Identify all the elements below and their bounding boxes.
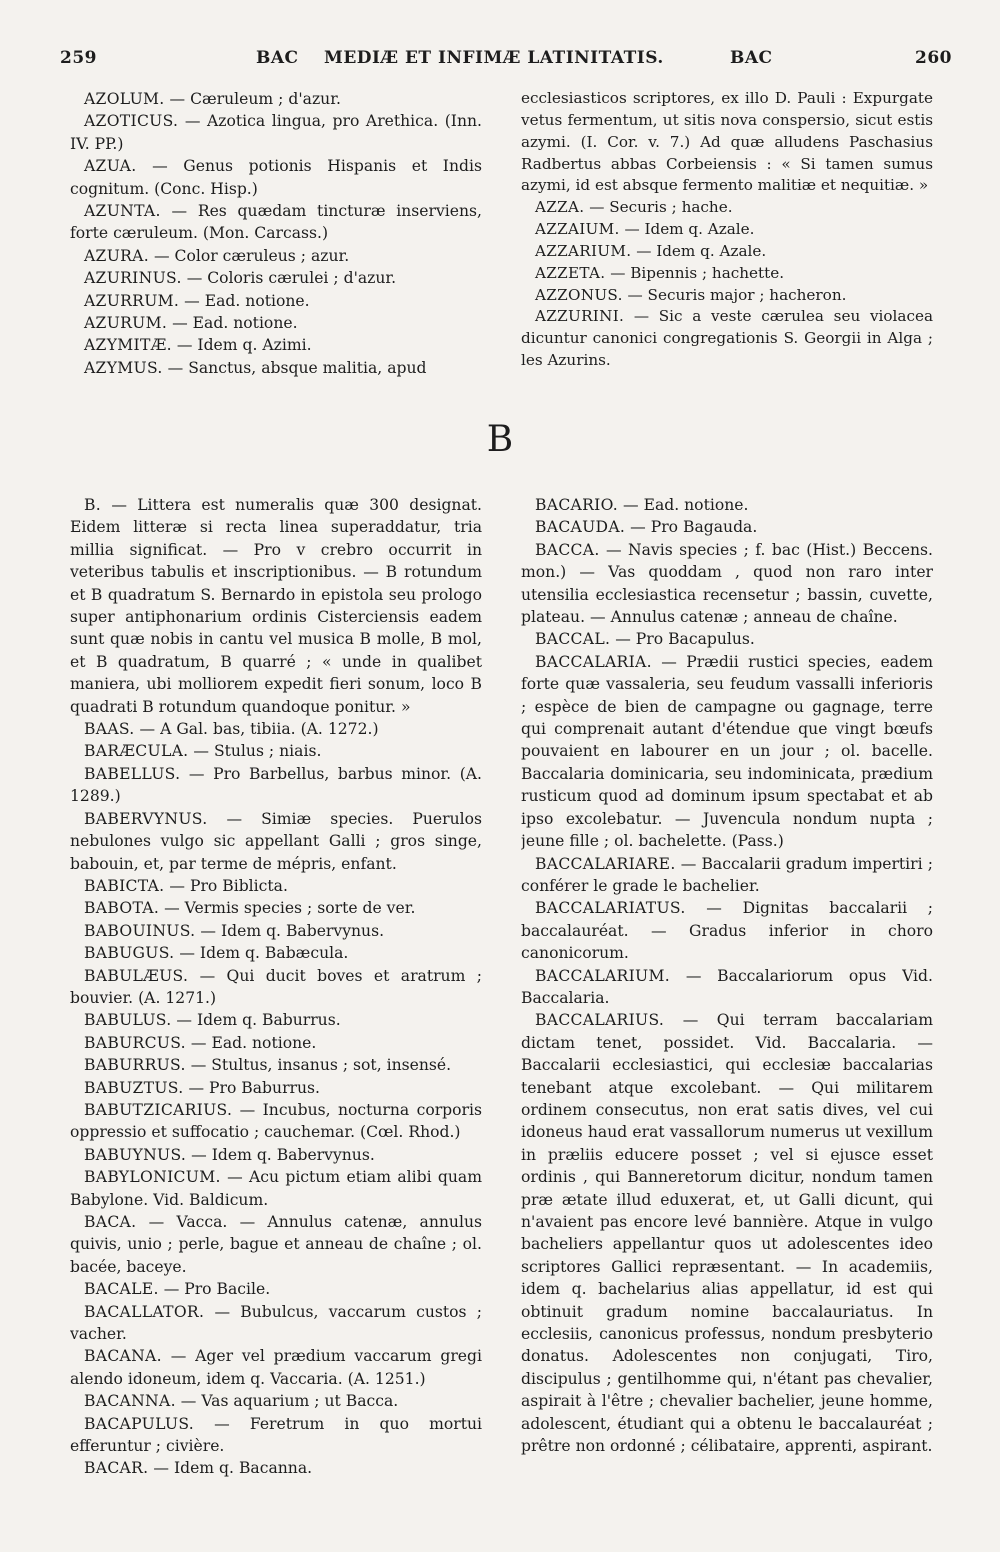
entry-definition: — Securis ; hache. (589, 198, 733, 217)
entry-definition: — Pro Bacile. (163, 1280, 271, 1299)
entry-definition: — Vacca. — Annulus catenæ, annulus quivis, unio ; perle, bague et anneau de chaîne ; ol. bacée, baceye. (70, 1213, 482, 1276)
dictionary-entry (70, 763, 482, 808)
entry-headword: BACA. (84, 1213, 137, 1231)
entry-headword: BACARIO. (535, 496, 619, 514)
dictionary-entry (70, 1413, 482, 1458)
dictionary-entry (521, 197, 933, 219)
entry-headword: BABURCUS. (84, 1033, 186, 1052)
dictionary-entry (70, 494, 482, 718)
left-page-number: 259 (60, 48, 97, 68)
entry-headword: AZZA. (535, 198, 585, 217)
entry-definition: — Pro Barbellus, barbus minor. (A. 1289.) (70, 764, 482, 806)
entry-definition: — Baccalariorum opus Vid. Baccalaria. (521, 966, 933, 1007)
entry-definition: — Prædii rustici species, eadem forte quæ vassaleria, seu feudum vassalli inferioris ; espèce de bien de campagne ou gagnage, terre qui comprenait autant d'étendue que vingt bœufs pouvaient en labourer en un jour ; ol. bacelle. Baccalaria dominicaria, seu indominicata, prædium rusticum quod ad dominum ipsum spectabat et ab ipso excolebatur. — Juvencula nondum nupta ; jeune fille ; ol. bachelette. (Pass.) (521, 652, 933, 851)
entry-definition: — Securis major ; hacheron. (627, 285, 847, 304)
entry-headword: BABUYNUS. (84, 1145, 187, 1164)
dictionary-entry (70, 110, 482, 155)
dictionary-entry (70, 245, 482, 267)
dictionary-entry (70, 88, 482, 110)
dictionary-entry (70, 357, 482, 379)
entry-definition: — Ead. notione. (172, 314, 298, 333)
dictionary-entry (521, 494, 933, 516)
dictionary-entry (521, 1009, 933, 1457)
entry-definition: — Ager vel prædium vaccarum gregi alendo idoneum, idem q. Vaccaria. (A. 1251.) (70, 1347, 482, 1388)
entry-definition: — Idem q. Babæcula. (179, 944, 349, 963)
entry-definition: — Idem q. Azimi. (176, 336, 312, 355)
entry-headword: AZURRUM. (84, 291, 180, 310)
entry-definition: — Azotica lingua, pro Arethica. (Inn. IV. PP.) (70, 112, 482, 153)
entry-headword: AZUA. (84, 157, 137, 176)
entry-headword: BABURRUS. (84, 1056, 186, 1075)
entry-headword: BACCALARIUS. (535, 1011, 665, 1030)
entry-headword: BABULUS. (84, 1011, 172, 1030)
entry-headword: BACAR. (84, 1459, 149, 1478)
entry-definition: — Littera est numeralis quæ 300 designat. Eidem litteræ si recta linea superaddatur, tria millia significat. — Pro v crebro occurrit in veteribus tabulis et inscriptionibus. — B rotundum et B quadratum S. Bernardo in epistola seu prologo super antiphonarium ordinis Cisterciensis eadem sunt quæ nobis in cantu vel musica B molle, B mol, et B quadratum, B quarré ; « unde in qualibet maniera, ubi molliorem expedit fieri sonum, loco B quadrati B rotundum quandoque ponitur. » (70, 496, 482, 716)
dictionary-entry (70, 808, 482, 875)
entry-headword: AZZARIUM. (535, 241, 632, 260)
entry-headword: BACAUDA. (535, 518, 626, 537)
entry-definition: — Pro Baburrus. (188, 1078, 320, 1097)
dictionary-entry (521, 219, 933, 241)
section-letter: B (486, 419, 514, 460)
dictionary-entry (70, 1009, 482, 1031)
entry-definition: — Baccalarii gradum impertiri ; conférer le grade le bachelier. (521, 854, 933, 895)
entry-definition: — Sic a veste cærulea seu violacea dicuntur canonici congregationis S. Georgii in Alga ; les Azurins. (521, 307, 933, 370)
entry-definition: — Vermis species ; sorte de ver. (164, 899, 416, 918)
entry-headword: BACANNA. (84, 1392, 176, 1411)
entry-definition: — Dignitas baccalarii ; baccalauréat. — Gradus inferior in choro canonicorum. (521, 899, 933, 963)
entry-headword: BABOUINUS. (84, 921, 196, 940)
entry-definition: — Pro Bacapulus. (615, 630, 755, 649)
entry-definition: — Color cæruleus ; azur. (153, 246, 350, 265)
entry-definition: — Res quædam tincturæ inserviens, forte cæruleum. (Mon. Carcass.) (70, 202, 482, 243)
dictionary-entry (70, 920, 482, 942)
entry-definition: — Incubus, nocturna corporis oppressio et suffocatio ; cauchemar. (Cœl. Rhod.) (70, 1100, 482, 1142)
entry-definition: — Bipennis ; hachette. (610, 263, 785, 282)
entry-definition: — Cæruleum ; d'azur. (169, 90, 341, 108)
entry-headword: AZZURINI. (535, 307, 625, 326)
entry-definition: — Coloris cærulei ; d'azur. (186, 269, 397, 288)
entry-headword: BABICTA. (84, 876, 165, 895)
entry-headword: BARÆCULA. (84, 742, 189, 761)
entry-headword: BACALE. (84, 1280, 159, 1299)
dictionary-entry (70, 1278, 482, 1300)
entry-headword: BACCALARIA. (535, 652, 652, 671)
dictionary-entry (70, 1211, 482, 1278)
dictionary-entry (70, 965, 482, 1010)
entry-definition: — Idem q. Baburrus. (176, 1011, 341, 1030)
dictionary-entry (70, 1032, 482, 1054)
entry-headword: BABELLUS. (84, 764, 181, 783)
entry-headword: BABOTA. (84, 899, 160, 918)
entry-definition: — Ead. notione. (190, 1033, 317, 1052)
entry-definition: — Pro Bagauda. (630, 518, 758, 537)
entry-headword: BABYLONICUM. (84, 1168, 221, 1187)
column-right-main (521, 494, 933, 1520)
dictionary-entry (70, 875, 482, 897)
entry-headword: BABERVYNUS. (84, 809, 208, 828)
entry-definition: ecclesiasticos scriptores, ex illo D. Pauli : Expurgate vetus fermentum, ut sitis nova conspersio, sicut estis azymi. (I. Cor. v. 7.) Ad quæ alludens Paschasius Radbertus abbas Corbeiensis : « Si tamen sumus azymi, id est absque fermento malitiæ et nequitiæ. » (521, 89, 933, 195)
dictionary-entry (70, 1390, 482, 1412)
dictionary-entry (70, 1144, 482, 1166)
dictionary-entry (70, 1457, 482, 1479)
entry-headword: AZZAIUM. (535, 220, 620, 239)
entry-definition: — Sanctus, absque malitia, apud (167, 358, 427, 377)
running-head (60, 48, 952, 72)
entry-definition: — Genus potionis Hispanis et Indis cognitum. (Conc. Hisp.) (70, 157, 482, 198)
dictionary-entry (521, 88, 933, 197)
right-guide-word: BAC (730, 48, 773, 68)
dictionary-entry (521, 285, 933, 307)
dictionary-entry (70, 1301, 482, 1346)
entry-headword: AZURA. (84, 246, 149, 265)
entry-definition: — Simiæ species. Puerulos nebulones vulgo sic appellant Galli ; gros singe, babouin, et, par terme de mépris, enfant. (70, 809, 482, 873)
entry-headword: AZURINUS. (84, 269, 182, 288)
dictionary-entry (521, 651, 933, 853)
entry-definition: — Ead. notione. (184, 291, 310, 310)
entry-headword: BABUZTUS. (84, 1078, 184, 1097)
entry-definition: — Idem q. Azale. (636, 241, 767, 260)
dictionary-entry (521, 516, 933, 538)
entry-headword: AZOLUM. (84, 90, 165, 108)
entry-definition: — Stulus ; niais. (193, 742, 322, 761)
dictionary-entry (70, 718, 482, 740)
entry-definition: — A Gal. bas, tibiia. (A. 1272.) (139, 720, 379, 739)
running-title: MEDIÆ ET INFIMÆ LATINITATIS. (324, 48, 664, 68)
entry-headword: BACALLATOR. (84, 1302, 205, 1321)
dictionary-entry (70, 334, 482, 356)
entry-definition: — Ead. notione. (623, 496, 749, 514)
entry-headword: BABUTZICARIUS. (84, 1100, 233, 1119)
entry-headword: BACCA. (535, 540, 600, 559)
entry-definition: — Idem q. Azale. (624, 220, 755, 239)
entry-definition: — Vas aquarium ; ut Bacca. (180, 1392, 399, 1411)
entry-headword: BABULÆUS. (84, 966, 189, 985)
dictionary-entry (70, 155, 482, 200)
dictionary-entry (521, 628, 933, 650)
left-guide-word: BAC (256, 48, 299, 68)
entry-definition: — Idem q. Babervynus. (191, 1145, 375, 1164)
entry-definition: — Navis species ; f. bac (Hist.) Beccens. mon.) — Vas quoddam , quod non raro inter utensilia ecclesiastica recensetur ; bassin, cuvette, plateau. — Annulus catenæ ; anneau de chaîne. (521, 540, 933, 627)
dictionary-entry (521, 263, 933, 285)
entry-headword: B. (84, 496, 102, 514)
entry-headword: BACCAL. (535, 630, 611, 649)
entry-definition: — Pro Biblicta. (169, 876, 288, 895)
entry-definition: — Stultus, insanus ; sot, insensé. (190, 1056, 452, 1075)
entry-definition: — Feretrum in quo mortui efferuntur ; civière. (70, 1414, 482, 1456)
entry-definition: — Idem q. Babervynus. (200, 921, 385, 940)
entry-headword: BAAS. (84, 720, 135, 739)
column-left-main (70, 494, 482, 1520)
entry-headword: AZZONUS. (535, 285, 623, 304)
dictionary-entry (70, 1166, 482, 1211)
dictionary-entry (521, 853, 933, 898)
entry-definition: — Qui ducit boves et aratrum ; bouvier. (A. 1271.) (70, 966, 482, 1007)
entry-headword: BACCALARIARE. (535, 854, 676, 873)
dictionary-entry (521, 539, 933, 629)
dictionary-entry (70, 290, 482, 312)
entry-headword: AZYMUS. (84, 358, 163, 377)
entry-headword: BACAPULUS. (84, 1414, 195, 1433)
dictionary-entry (521, 306, 933, 372)
dictionary-entry (521, 241, 933, 263)
entry-headword: BACANA. (84, 1347, 162, 1366)
dictionary-entry (70, 1054, 482, 1076)
dictionary-entry (70, 267, 482, 289)
entry-headword: BACCALARIATUS. (535, 899, 686, 918)
dictionary-entry (70, 1099, 482, 1144)
dictionary-entry (70, 740, 482, 762)
entry-definition: — Bubulcus, vaccarum custos ; vacher. (70, 1302, 482, 1344)
column-left-top (70, 88, 482, 388)
entry-headword: AZUNTA. (84, 202, 161, 221)
right-page-number: 260 (915, 48, 952, 68)
dictionary-entry (70, 200, 482, 245)
entry-headword: AZZETA. (535, 263, 606, 282)
dictionary-entry (70, 312, 482, 334)
dictionary-entry (70, 897, 482, 919)
dictionary-entry (521, 965, 933, 1010)
entry-headword: AZURUM. (84, 314, 168, 333)
column-right-top (521, 88, 933, 388)
dictionary-entry (70, 1345, 482, 1390)
dictionary-entry (70, 942, 482, 964)
entry-headword: AZOTICUS. (84, 112, 179, 131)
entry-definition: — Qui terram baccalariam dictam tenet, possidet. Vid. Baccalaria. — Baccalarii ecclesiastici, qui ecclesiæ baccalarias tenebant atque excolebant. — Qui militarem ordinem consecutus, non erat satis dives, vel cui idoneus haud erat vassallorum numerus ut vexillum in præliis educere posset ; vel si ejusce esset ordinis , qui Banneretorum dicitur, nondum tamen præ ætate illud eduxerat, et, ut Galli dicunt, qui n'avaient pas encore levé bannière. Atque in vulgo bacheliers appellantur quos ut adolescentes ideo scriptores Gallici repræsentant. — In academiis, idem q. bachelarius alias appellatur, id est qui obtinuit gradum nomine baccalauriatus. In ecclesiis, canonicus professus, nondum presbyterio donatus. Adolescentes non conjugati, Tiro, discipulus ; gentilhomme qui, n'étant pas chevalier, aspirait à l'être ; chevalier bachelier, jeune homme, adolescent, étudiant qui a obtenu le baccalauréat ; prêtre non ordonné ; célibataire, apprenti, aspirant. (521, 1011, 933, 1456)
entry-headword: AZYMITÆ. (84, 336, 172, 355)
entry-headword: BABUGUS. (84, 944, 175, 963)
dictionary-entry (521, 897, 933, 964)
dictionary-entry (70, 1077, 482, 1099)
entry-definition: — Idem q. Bacanna. (153, 1459, 313, 1478)
entry-definition: — Acu pictum etiam alibi quam Babylone. Vid. Baldicum. (70, 1168, 482, 1209)
entry-headword: BACCALARIUM. (535, 966, 671, 985)
